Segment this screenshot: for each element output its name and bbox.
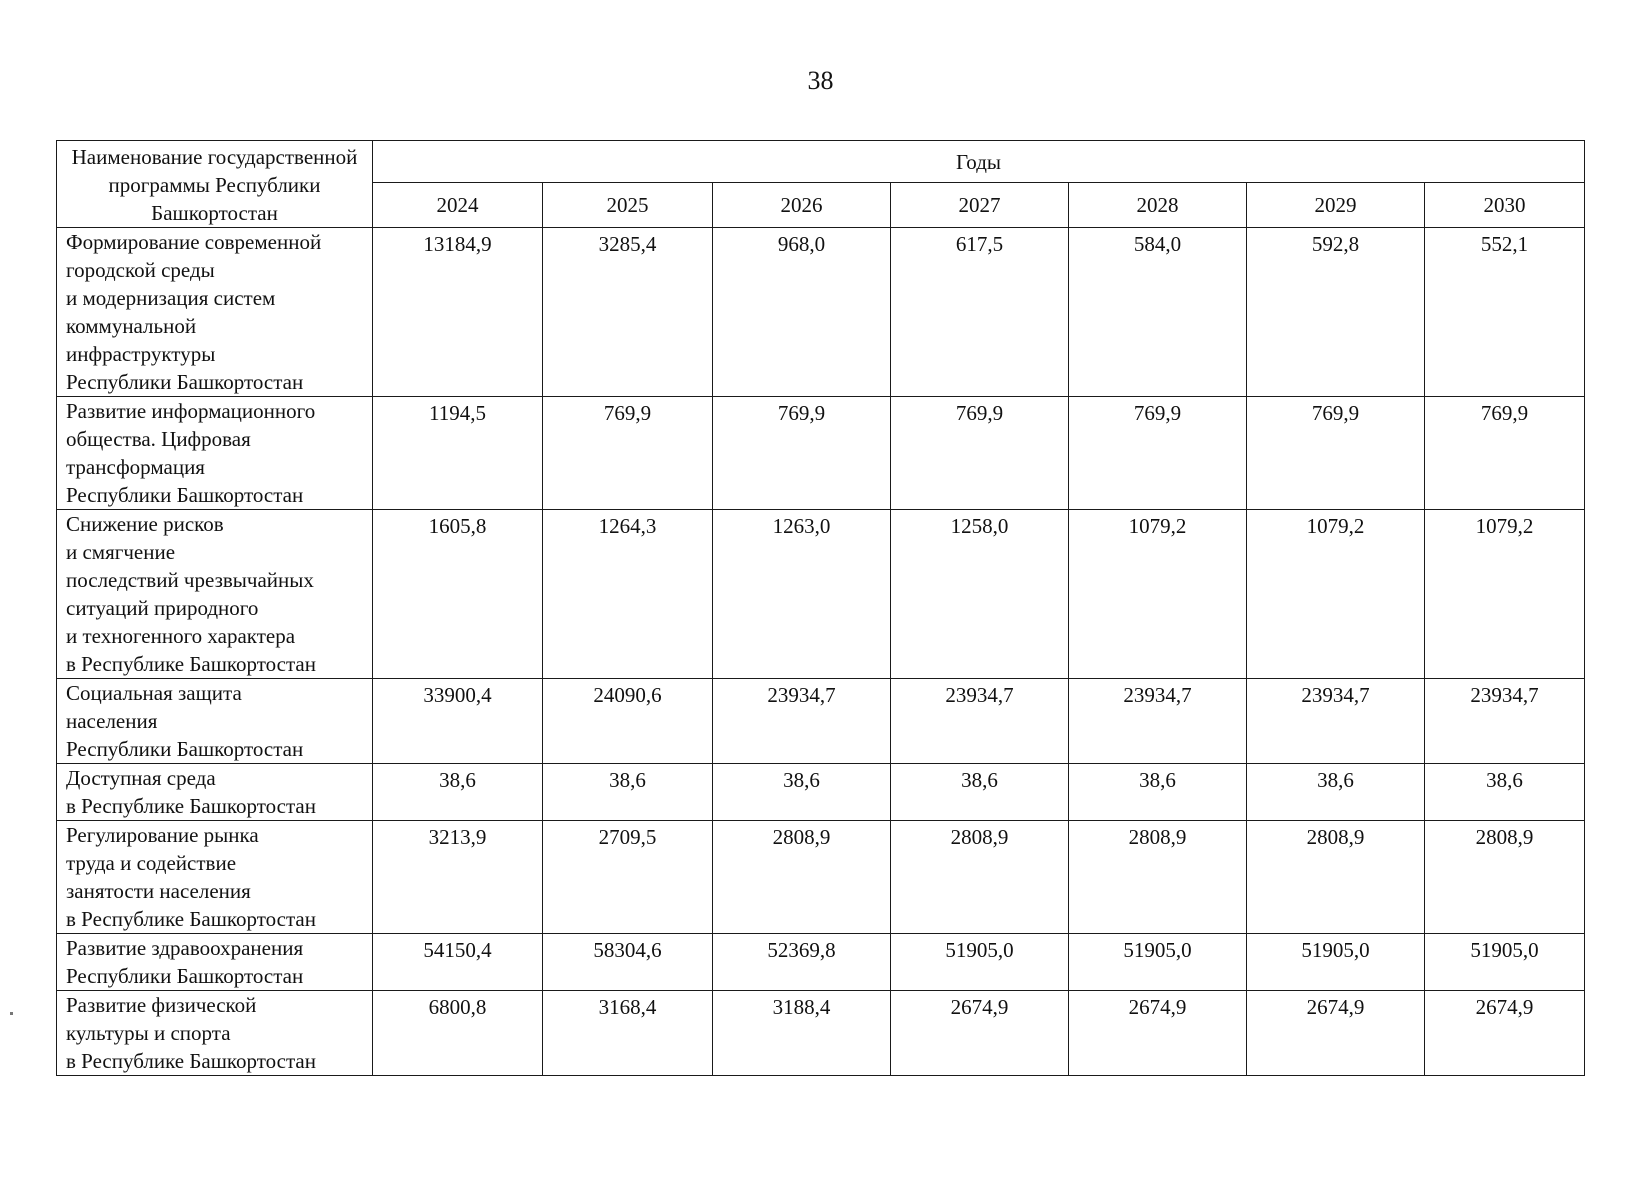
value-cell: 38,6 [373,764,543,821]
year-header: 2027 [891,183,1069,228]
value-cell: 6800,8 [373,991,543,1076]
value-cell: 617,5 [891,228,1069,397]
program-name-cell: Развитие физической культуры и спорта в Республике Башкортостан [57,991,373,1076]
value-cell: 769,9 [1069,397,1247,510]
value-cell: 54150,4 [373,934,543,991]
table-row [57,228,1585,397]
program-name-cell: Снижение рисков и смягчение последствий чрезвычайных ситуаций природного и техногенного характера в Республике Башкортостан [57,510,373,679]
value-cell: 2808,9 [1425,821,1585,934]
value-cell: 23934,7 [1247,679,1425,764]
value-cell: 33900,4 [373,679,543,764]
value-cell: 2709,5 [543,821,713,934]
value-cell: 2674,9 [891,991,1069,1076]
value-cell: 23934,7 [1425,679,1585,764]
value-cell: 968,0 [713,228,891,397]
budget-table [56,140,1585,1076]
value-cell: 552,1 [1425,228,1585,397]
value-cell: 3188,4 [713,991,891,1076]
value-cell: 592,8 [1247,228,1425,397]
value-cell: 23934,7 [713,679,891,764]
value-cell: 2808,9 [1247,821,1425,934]
value-cell: 2674,9 [1425,991,1585,1076]
program-name-header: Наименование государственной программы Республики Башкортостан [57,141,373,228]
header-row-top [57,141,1585,183]
value-cell: 1605,8 [373,510,543,679]
value-cell: 38,6 [713,764,891,821]
table-row [57,764,1585,821]
year-header: 2024 [373,183,543,228]
years-header: Годы [373,141,1585,183]
value-cell: 1079,2 [1069,510,1247,679]
year-header: 2029 [1247,183,1425,228]
table-header [57,141,1585,228]
value-cell: 2674,9 [1069,991,1247,1076]
value-cell: 2674,9 [1247,991,1425,1076]
year-header: 2030 [1425,183,1585,228]
program-name-cell: Развитие здравоохранения Республики Башкортостан [57,934,373,991]
value-cell: 1194,5 [373,397,543,510]
value-cell: 51905,0 [1425,934,1585,991]
value-cell: 769,9 [543,397,713,510]
value-cell: 3285,4 [543,228,713,397]
table-row [57,397,1585,510]
value-cell: 1079,2 [1425,510,1585,679]
value-cell: 52369,8 [713,934,891,991]
value-cell: 3168,4 [543,991,713,1076]
scan-speck [10,1012,13,1015]
value-cell: 769,9 [891,397,1069,510]
value-cell: 2808,9 [891,821,1069,934]
program-name-cell: Регулирование рынка труда и содействие занятости населения в Республике Башкортостан [57,821,373,934]
value-cell: 38,6 [1425,764,1585,821]
value-cell: 51905,0 [1247,934,1425,991]
value-cell: 24090,6 [543,679,713,764]
value-cell: 3213,9 [373,821,543,934]
value-cell: 51905,0 [891,934,1069,991]
program-name-cell: Развитие информационного общества. Цифровая трансформация Республики Башкортостан [57,397,373,510]
value-cell: 51905,0 [1069,934,1247,991]
value-cell: 1264,3 [543,510,713,679]
value-cell: 584,0 [1069,228,1247,397]
value-cell: 13184,9 [373,228,543,397]
value-cell: 58304,6 [543,934,713,991]
year-header: 2026 [713,183,891,228]
value-cell: 1263,0 [713,510,891,679]
value-cell: 23934,7 [1069,679,1247,764]
value-cell: 769,9 [713,397,891,510]
program-name-cell: Доступная среда в Республике Башкортостан [57,764,373,821]
value-cell: 2808,9 [713,821,891,934]
table-row [57,821,1585,934]
year-header: 2025 [543,183,713,228]
year-header: 2028 [1069,183,1247,228]
program-name-cell: Формирование современной городской среды и модернизация систем коммунальной инфраструктуры Республики Башкортостан [57,228,373,397]
table-row [57,934,1585,991]
page-number: 38 [807,66,834,95]
table-row [57,991,1585,1076]
value-cell: 38,6 [1247,764,1425,821]
table-row [57,679,1585,764]
value-cell: 769,9 [1425,397,1585,510]
value-cell: 38,6 [1069,764,1247,821]
table-body [57,228,1585,1076]
value-cell: 38,6 [891,764,1069,821]
program-name-cell: Социальная защита населения Республики Башкортостан [57,679,373,764]
value-cell: 2808,9 [1069,821,1247,934]
value-cell: 38,6 [543,764,713,821]
value-cell: 769,9 [1247,397,1425,510]
value-cell: 23934,7 [891,679,1069,764]
value-cell: 1079,2 [1247,510,1425,679]
table-row [57,510,1585,679]
value-cell: 1258,0 [891,510,1069,679]
